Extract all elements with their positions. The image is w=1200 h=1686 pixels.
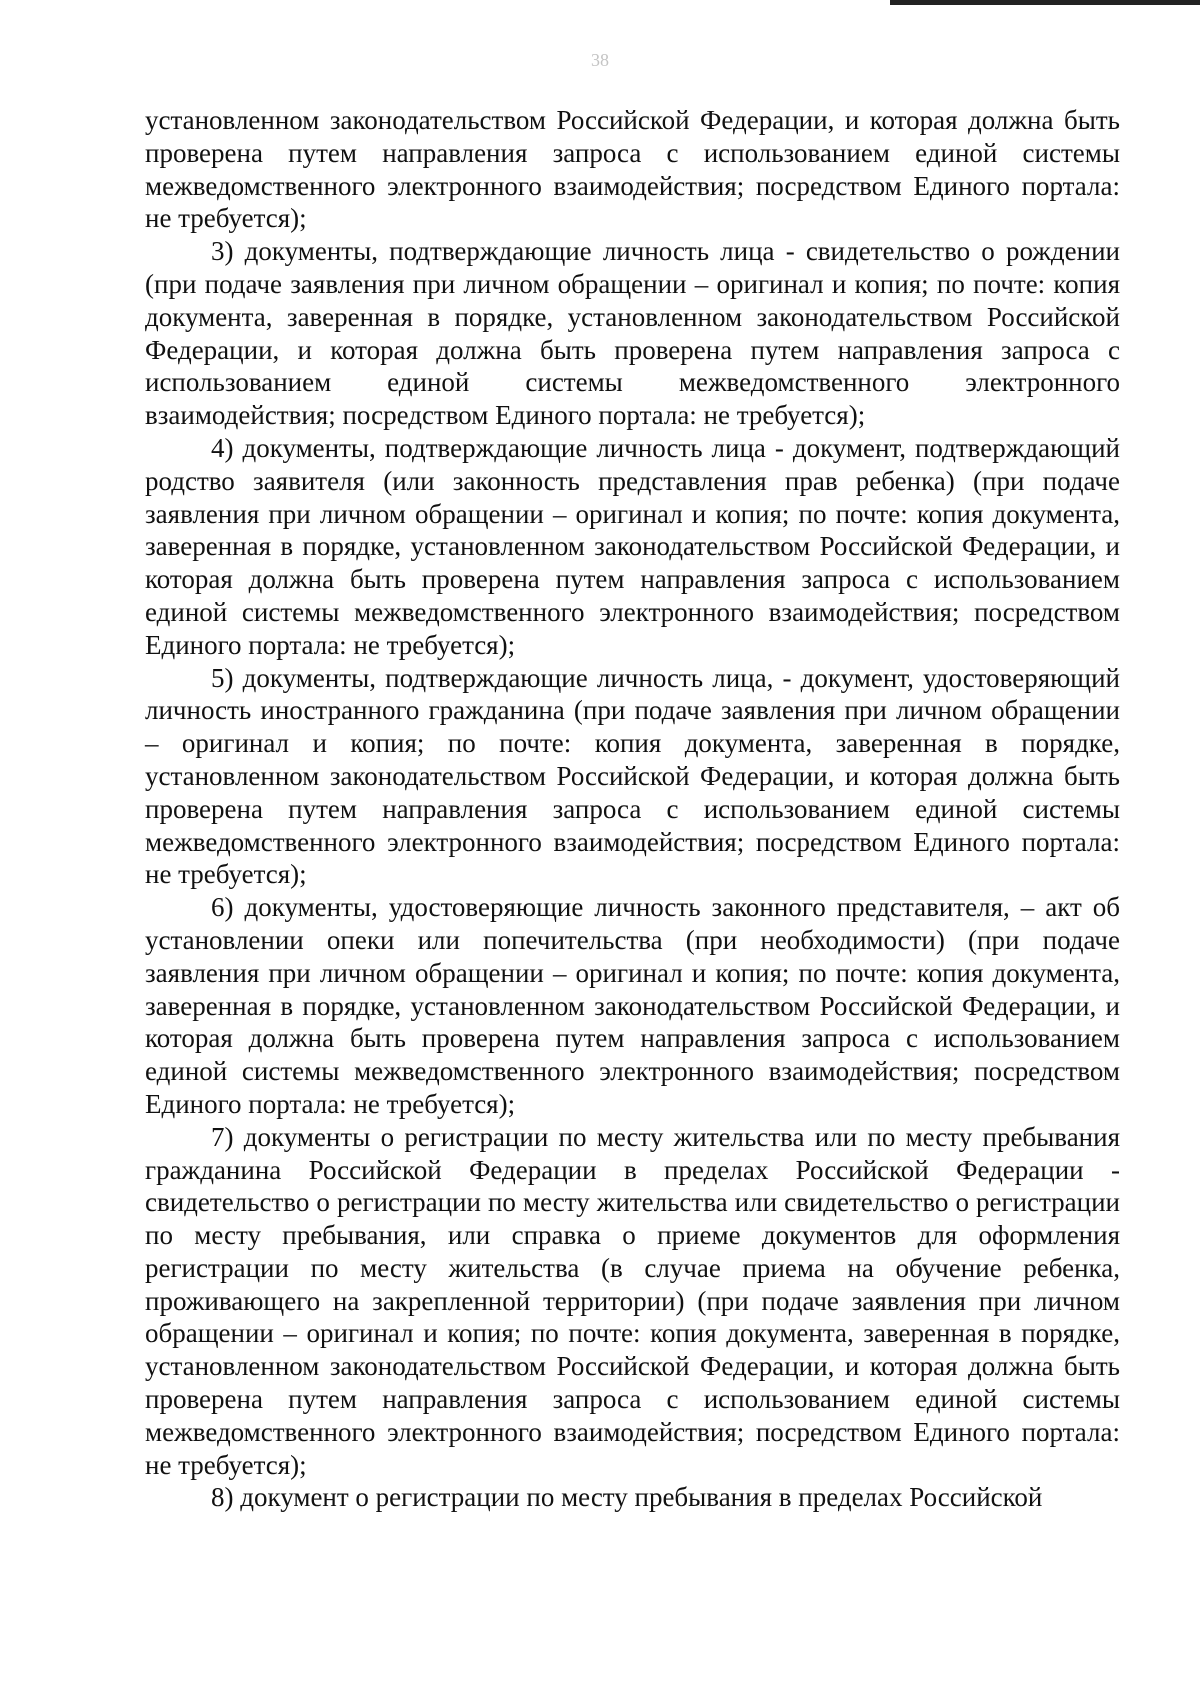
paragraph-continuation: установленном законодательством Российской Федерации, и которая должна быть проверена путем направления запроса с использованием единой системы межведомственного электронного взаимодействия; посредством Единого портала: не требуется); bbox=[145, 105, 1120, 234]
paragraph-item-3: 3) документы, подтверждающие личность лица - свидетельство о рождении (при подаче заявления при личном обращении – оригинал и копия; по почте: копия документа, заверенная в порядке, установленном законодательством Российской Федерации, и которая должна быть проверена путем направления запроса с использованием единой системы межведомственного электронного взаимодействия; посредством Единого портала: не требуется); bbox=[145, 236, 1120, 431]
paragraph-item-4: 4) документы, подтверждающие личность лица - документ, подтверждающий родство заявителя (или законность представления прав ребенка) (при подаче заявления при личном обращении – оригинал и копия; по почте: копия документа, заверенная в порядке, установленном законодательством Российской Федерации, и которая должна быть проверена путем направления запроса с использованием единой системы межведомственного электронного взаимодействия; посредством Единого портала: не требуется); bbox=[145, 432, 1120, 660]
scan-edge-mark bbox=[890, 0, 1200, 5]
paragraph-item-6: 6) документы, удостоверяющие личность законного представителя, – акт об установлении опеки или попечительства (при необходимости) (при подаче заявления при личном обращении – оригинал и копия; по почте: копия документа, заверенная в порядке, установленном законодательством Российской Федерации, и которая должна быть проверена путем направления запроса с использованием единой системы межведомственного электронного взаимодействия; посредством Единого портала: не требуется); bbox=[145, 892, 1120, 1119]
page-number: 38 bbox=[591, 50, 609, 70]
paragraph-item-5: 5) документы, подтверждающие личность лица, - документ, удостоверяющий личность иностранного гражданина (при подаче заявления при личном обращении – оригинал и копия; по почте: копия документа, заверенная в порядке, установленном законодательством Российской Федерации, и которая должна быть проверена путем направления запроса с использованием единой системы межведомственного электронного взаимодействия; посредством Единого портала: не требуется); bbox=[145, 662, 1120, 890]
document-body bbox=[145, 104, 1120, 1514]
paragraph-item-8: 8) документ о регистрации по месту пребывания в пределах Российской bbox=[211, 1482, 1043, 1513]
paragraph-item-7: 7) документы о регистрации по месту жительства или по месту пребывания гражданина Российской Федерации в пределах Российской Федерации - свидетельство о регистрации по месту жительства или свидетельство о регистрации по месту пребывания, или справка о приеме документов для оформления регистрации по месту жительства (в случае приема на обучение ребенка, проживающего на закрепленной территории) (при подаче заявления при личном обращении – оригинал и копия; по почте: копия документа, заверенная в порядке, установленном законодательством Российской Федерации, и которая должна быть проверена путем направления запроса с использованием единой системы межведомственного электронного взаимодействия; посредством Единого портала: не требуется); bbox=[145, 1121, 1120, 1480]
